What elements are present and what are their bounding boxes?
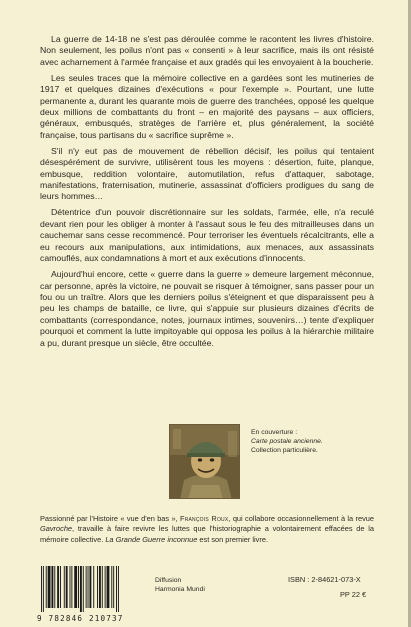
barcode-bar — [70, 566, 71, 608]
bio-part-3: , travaille à faire revivre les luttes que l'historiographie a volontairement effacées de la mémoire collective. — [40, 524, 374, 544]
price: PP 22 € — [340, 590, 367, 599]
barcode-icon — [37, 566, 137, 612]
barcode-bar — [66, 566, 68, 608]
caption-line-2: Carte postale ancienne. — [251, 438, 323, 445]
barcode-bar — [74, 566, 77, 608]
barcode-bar — [48, 566, 51, 608]
blurb-text — [40, 34, 374, 354]
cover-photo-block — [169, 424, 379, 506]
barcode-bar — [80, 566, 82, 612]
soldier-postcard-image — [169, 424, 240, 499]
barcode-bar — [89, 566, 91, 608]
blurb-paragraph-4: Détentrice d'un pouvoir discrétionnaire sur les soldats, l'armée, elle, n'a reculé devant rien pour les obliger à monter à l'assaut sous le feu des mitrailleuses dans un cauchemar sans cesse recommencé. Pour terroriser les éventuels récalcitrants, elle a eu recours aux manipulations, aux intimidations, aux menaces, aux assassinats camouflés, aux condamnations à mort et aux exécutions d'innocents. — [40, 207, 374, 264]
author-name: François Roux — [179, 514, 229, 523]
barcode-bar — [93, 566, 94, 608]
barcode-bar — [107, 566, 110, 608]
barcode-bar — [64, 566, 65, 608]
barcode-bar — [118, 566, 119, 612]
barcode-bar — [97, 566, 98, 608]
caption-line-3: Collection particulière. — [251, 447, 318, 454]
soldier-portrait-icon — [170, 425, 240, 499]
barcode-bar — [113, 566, 114, 608]
barcode-bar — [46, 566, 47, 608]
barcode-number: 9 782846 210737 — [37, 614, 124, 623]
bio-part-2: , qui collabore occasionnellement à la revue — [228, 514, 374, 523]
barcode-bar — [78, 566, 79, 608]
revue-name: Gavroche — [40, 524, 73, 534]
barcode-bar — [43, 566, 44, 612]
barcode-bar — [105, 566, 106, 608]
barcode-bar — [41, 566, 42, 612]
isbn: ISBN : 2-84621-073-X — [288, 575, 361, 584]
author-bio — [40, 514, 374, 545]
barcode-bar — [57, 566, 59, 608]
barcode-bar — [54, 566, 55, 608]
bio-part-1: Passionné par l'Histoire « vue d'en bas », — [40, 514, 180, 523]
barcode-bar — [88, 566, 89, 608]
barcode-bar — [86, 566, 87, 608]
blurb-paragraph-1: La guerre de 14-18 ne s'est pas déroulée comme le racontent les livres d'histoire. Non seulement, les poilus n'ont pas « consenti » à leur sacrifice, mais ils ont résisté avec acharnement à l'armée française et aux gradés qui les envoyaient à la boucherie. — [40, 34, 374, 67]
caption-line-1: En couverture : — [251, 429, 298, 436]
book-title: La Grande Guerre inconnue — [105, 534, 198, 544]
barcode-bar — [71, 566, 72, 608]
blurb-paragraph-2: Les seules traces que la mémoire collective en a gardées sont les mutineries de 1917 et quelques dizaines d'exécutions « pour l'exemple ». Pourtant, une lutte permanente a, durant les quarante mois de guerre des tranchées, opposé les quelque deux millions de combattants du front – en majorité des paysans – aux officiers, généraux, embusqués, stratèges de l'arrière et, plus généralement, la société française, tous partisans du « sacrifice suprême ». — [40, 72, 374, 140]
barcode-bar — [83, 566, 84, 612]
barcode — [37, 566, 137, 623]
distribution-line-2: Harmonia Mundi — [155, 586, 205, 593]
barcode-bar — [111, 566, 112, 608]
distribution-line-1: Diffusion — [155, 577, 182, 584]
barcode-bar — [99, 566, 101, 608]
barcode-bar — [60, 566, 61, 608]
distribution-info — [155, 576, 205, 594]
blurb-paragraph-3: S'il n'y eut pas de mouvement de rébellion décisif, les poilus qui tentaient désespérément de survivre, utilisèrent tous les moyens : désertion, fuite, planque, embusque, reddition volontaire, automutilation, refus d'attaquer, sabotage, manifestations, fraternisation, mutinerie, assassinat d'officiers prodigues du sang de leurs hommes… — [40, 145, 374, 202]
photo-caption — [251, 428, 381, 455]
bio-part-4: est son premier livre. — [197, 534, 269, 544]
barcode-bar — [102, 566, 103, 608]
barcode-bar — [116, 566, 117, 612]
blurb-paragraph-5: Aujourd'hui encore, cette « guerre dans la guerre » demeure largement méconnue, car personne, après la victoire, ne pouvait se risquer à témoigner, sans passer pour un fou ou un traître. Alors que les derniers poilus s'éteignent et que disparaissent peu à peu les champs de bataille, ce livre, qui s'appuie sur plusieurs dizaines d'écrits de combattants (correspondance, notes, journaux intimes, souvenirs…) tente d'expliquer pourquoi et comment la lutte impitoyable qui opposa les poilus à la hiérarchie militaire a pu, durant presque un siècle, être occultée. — [40, 269, 374, 348]
barcode-bar — [51, 566, 53, 608]
